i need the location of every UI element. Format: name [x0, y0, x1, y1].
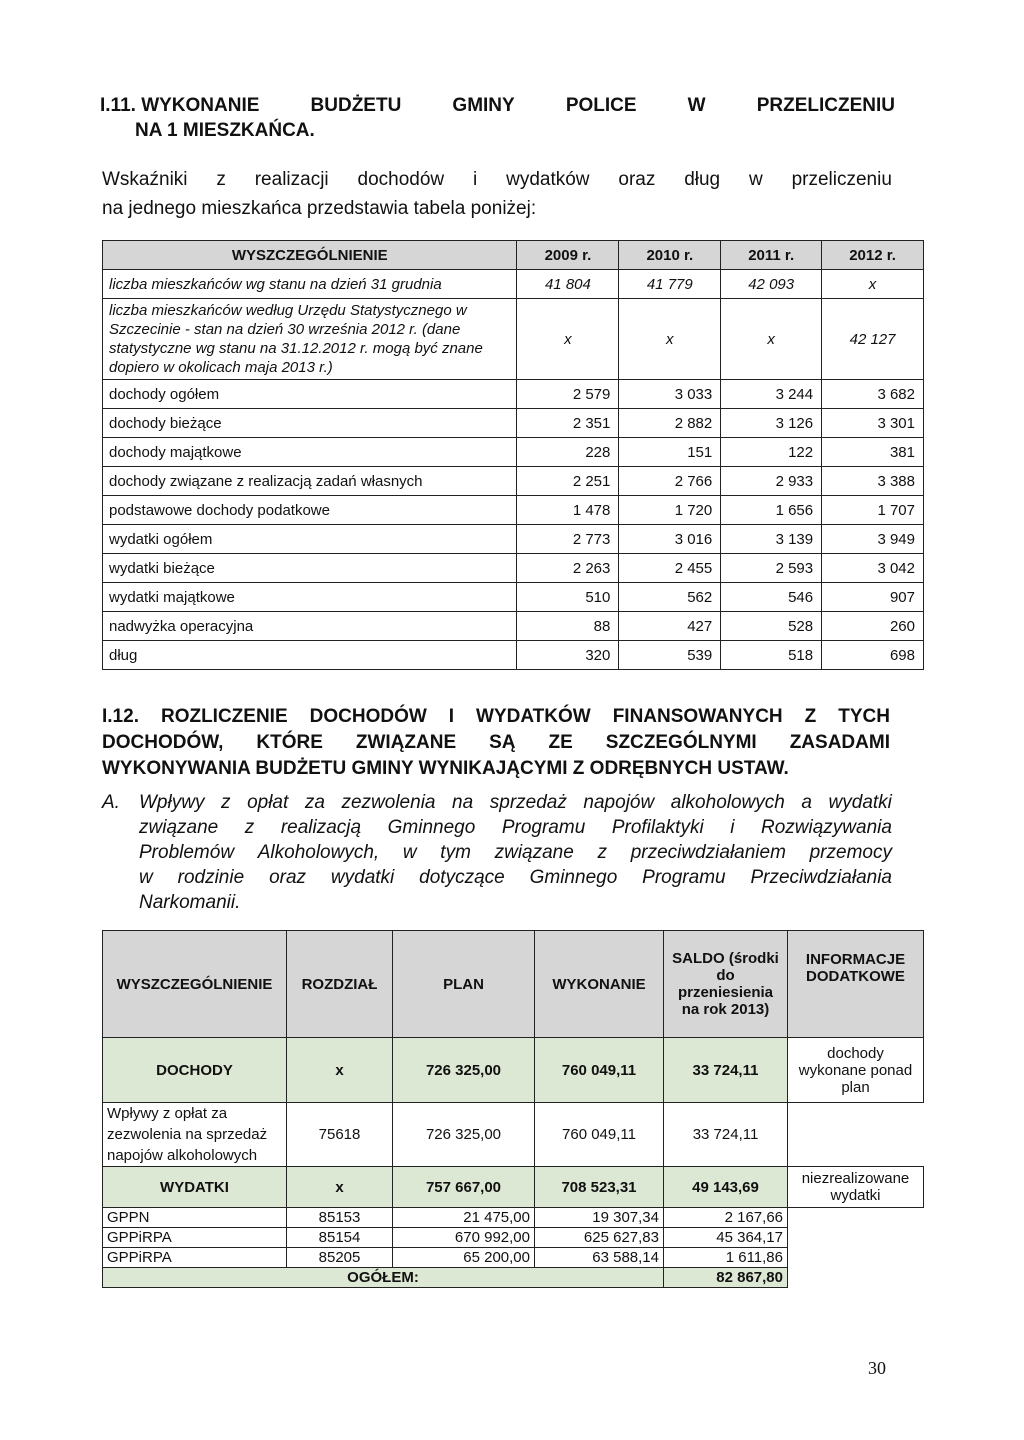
para-word: na [452, 792, 474, 813]
heading2-word: SĄ [489, 732, 516, 753]
cell-value: 1 720 [619, 496, 721, 525]
cell-wykonanie: 19 307,34 [535, 1208, 664, 1228]
cell-value: 3 016 [619, 525, 721, 554]
cell-value: 88 [517, 612, 619, 641]
dochody-row [103, 1038, 924, 1103]
cell-rozdzial: 85205 [287, 1248, 393, 1268]
row-label: WYDATKI [103, 1167, 287, 1208]
cell-rozdzial: x [287, 1038, 393, 1103]
para-word: i [730, 817, 735, 838]
para-word: tym [440, 842, 471, 863]
cell-plan: 65 200,00 [393, 1248, 535, 1268]
cell-value: 320 [517, 641, 619, 670]
column-header: 2012 r. [822, 241, 924, 270]
table-row [103, 380, 924, 409]
table-row [103, 467, 924, 496]
cell-wykonanie: 63 588,14 [535, 1248, 664, 1268]
para-word: z [244, 817, 255, 838]
cell-value: 3 033 [619, 380, 721, 409]
heading2-word: WYDATKÓW [476, 706, 591, 727]
table-row [103, 438, 924, 467]
row-label: liczba mieszkańców wg stanu na dzień 31 grudnia [103, 270, 517, 299]
total-row [103, 1268, 924, 1288]
heading-word: BUDŻETU [310, 95, 402, 116]
cell-value: 3 301 [822, 409, 924, 438]
cell-value: 907 [822, 583, 924, 612]
cell-plan: 670 992,00 [393, 1228, 535, 1248]
cell-value: 2 933 [721, 467, 822, 496]
para-word: Alkoholowych, [257, 842, 380, 863]
para-word: Przeciwdziałania [750, 867, 892, 888]
heading2-word: FINANSOWANYCH [612, 706, 783, 727]
paragraph-label: A. [102, 792, 120, 813]
para-word: Profilaktyki [611, 817, 704, 838]
para-word: napojów [583, 792, 655, 813]
table-row [103, 641, 924, 670]
para-word: związane [139, 817, 219, 838]
para-word: w [402, 842, 417, 863]
para-word: zezwolenia [341, 792, 436, 813]
cell-value: 510 [517, 583, 619, 612]
heading2-word: DOCHODÓW [309, 706, 427, 727]
cell-value: 41 804 [517, 270, 619, 299]
intro-word: z [216, 169, 226, 190]
total-saldo: 82 867,80 [664, 1268, 788, 1288]
cell-saldo: 45 364,17 [664, 1228, 788, 1248]
para-line [139, 865, 892, 890]
cell-saldo: 33 724,11 [664, 1103, 788, 1167]
cell-value: x [619, 299, 721, 380]
empty-cell [788, 1248, 924, 1268]
alcohol-settlement-table [102, 930, 924, 1288]
cell-value: 151 [619, 438, 721, 467]
row-label: GPPiRPA [103, 1248, 287, 1268]
cell-value: 2 251 [517, 467, 619, 496]
intro-word: w [748, 169, 763, 190]
row-label: dług [103, 641, 517, 670]
cell-value: 518 [721, 641, 822, 670]
cell-value: 2 773 [517, 525, 619, 554]
wydatki-row [103, 1167, 924, 1208]
heading2-word: ZE [548, 732, 573, 753]
cell-value: 1 656 [721, 496, 822, 525]
heading-word: PRZELICZENIU [756, 95, 895, 116]
heading-word: I.11. WYKONANIE [100, 95, 260, 116]
row-label: dochody bieżące [103, 409, 517, 438]
para-line [139, 815, 892, 840]
cell-value: 562 [619, 583, 721, 612]
intro-word: wydatków [506, 169, 590, 190]
row-label: dochody ogółem [103, 380, 517, 409]
cell-saldo: 1 611,86 [664, 1248, 788, 1268]
cell-value: 3 682 [822, 380, 924, 409]
intro-word: przeliczeniu [791, 169, 892, 190]
column-header: 2011 r. [721, 241, 822, 270]
cell-rozdzial: x [287, 1167, 393, 1208]
para-word: wydatki [330, 867, 395, 888]
table-row [103, 583, 924, 612]
para-word: Wpływy [139, 792, 205, 813]
para-word: sprzedaż [489, 792, 567, 813]
row-label: dochody związane z realizacją zadań własnych [103, 467, 517, 496]
item-row [103, 1248, 924, 1268]
cell-saldo: 33 724,11 [664, 1038, 788, 1103]
table-row [103, 525, 924, 554]
cell-wykonanie: 760 049,11 [535, 1038, 664, 1103]
cell-plan: 726 325,00 [393, 1038, 535, 1103]
heading-word: GMINY [452, 95, 515, 116]
intro-word: i [473, 169, 478, 190]
cell-value: 2 455 [619, 554, 721, 583]
cell-wykonanie: 625 627,83 [535, 1228, 664, 1248]
para-word: Problemów [139, 842, 235, 863]
cell-value: 3 139 [721, 525, 822, 554]
heading2-word: SZCZEGÓLNYMI [605, 732, 757, 753]
cell-wykonanie: 708 523,31 [535, 1167, 664, 1208]
row-label: wydatki majątkowe [103, 583, 517, 612]
cell-value: 41 779 [619, 270, 721, 299]
heading2-word: ZWIĄZANE [355, 732, 457, 753]
heading2-word: ZASADAMI [789, 732, 890, 753]
section-heading-1 [100, 93, 895, 143]
cell-value: 2 882 [619, 409, 721, 438]
row-label: dochody majątkowe [103, 438, 517, 467]
para-word: wydatki [828, 792, 892, 813]
cell-value: 2 263 [517, 554, 619, 583]
column-header: 2009 r. [517, 241, 619, 270]
column-header: WYSZCZEGÓLNIENIE [103, 931, 287, 1038]
cell-value: 3 042 [822, 554, 924, 583]
cell-value: 3 126 [721, 409, 822, 438]
para-line [139, 840, 892, 865]
para-word: oraz [269, 867, 307, 888]
page-number: 30 [868, 1358, 886, 1378]
para-word: rodzinie [177, 867, 245, 888]
cell-value: 2 579 [517, 380, 619, 409]
cell-value: 539 [619, 641, 721, 670]
table-row [103, 409, 924, 438]
info-cell: dochody wykonane ponad plan [788, 1038, 924, 1103]
intro-line-2: na jednego mieszkańca przedstawia tabela poniżej: [102, 198, 537, 219]
cell-value: 528 [721, 612, 822, 641]
para-line [139, 790, 892, 815]
table-row [103, 299, 924, 380]
column-header: SALDO (środki do przeniesienia na rok 2013) [664, 931, 788, 1038]
para-word: za [304, 792, 325, 813]
per-capita-table [102, 240, 924, 670]
row-label: Wpływy z opłat za zezwolenia na sprzedaż napojów alkoholowych [103, 1103, 287, 1167]
cell-saldo: 2 167,66 [664, 1208, 788, 1228]
column-header: WYKONANIE [535, 931, 664, 1038]
heading2-word: TYCH [838, 706, 890, 727]
cell-value: 381 [822, 438, 924, 467]
heading2-line-3: WYKONYWANIA BUDŻETU GMINY WYNIKAJĄCYMI Z ODRĘBNYCH USTAW. [102, 758, 789, 779]
para-word: a [801, 792, 812, 813]
cell-value: 2 593 [721, 554, 822, 583]
heading2-word: I.12. [102, 706, 139, 727]
row-label: liczba mieszkańców według Urzędu Statystycznego w Szczecinie - stan na dzień 30 września 2012 r. (dane statystyczne wg stanu na 31.12.2012 r. mogą być znane dopiero w okolicach maja 2013 r.) [103, 299, 517, 380]
row-label: podstawowe dochody podatkowe [103, 496, 517, 525]
cell-value: 427 [619, 612, 721, 641]
section-heading-2 [102, 704, 890, 782]
table-row [103, 270, 924, 299]
cell-wykonanie: 760 049,11 [535, 1103, 664, 1167]
wplywy-row [103, 1103, 924, 1167]
cell-value: 42 093 [721, 270, 822, 299]
intro-word: dług [684, 169, 721, 190]
row-label: GPPN [103, 1208, 287, 1228]
header-row [103, 931, 924, 1038]
empty-cell [788, 1208, 924, 1228]
column-header: PLAN [393, 931, 535, 1038]
empty-cell [788, 1103, 924, 1167]
intro-paragraph [102, 165, 892, 223]
heading2-word: ROZLICZENIE [160, 706, 288, 727]
cell-value: 546 [721, 583, 822, 612]
row-label: wydatki ogółem [103, 525, 517, 554]
cell-value: 2 766 [619, 467, 721, 496]
para-word: z [597, 842, 607, 863]
intro-word: realizacji [254, 169, 329, 190]
row-label: DOCHODY [103, 1038, 287, 1103]
para-word: z [221, 792, 231, 813]
para-word: Programu [501, 817, 586, 838]
intro-word: dochodów [357, 169, 445, 190]
cell-value: 3 244 [721, 380, 822, 409]
cell-plan: 726 325,00 [393, 1103, 535, 1167]
item-row [103, 1228, 924, 1248]
row-label: GPPiRPA [103, 1228, 287, 1248]
para-word: alkoholowych [670, 792, 785, 813]
cell-value: 122 [721, 438, 822, 467]
empty-cell [788, 1228, 924, 1248]
cell-value: 3 388 [822, 467, 924, 496]
para-word: Programu [642, 867, 726, 888]
total-label: OGÓŁEM: [103, 1268, 664, 1288]
table-row [103, 554, 924, 583]
cell-rozdzial: 85154 [287, 1228, 393, 1248]
heading-word: POLICE [565, 95, 637, 116]
cell-plan: 21 475,00 [393, 1208, 535, 1228]
item-row [103, 1208, 924, 1228]
heading-line-2: NA 1 MIESZKAŃCA. [135, 120, 315, 141]
section-a-paragraph [102, 790, 892, 915]
empty-cell [788, 1268, 924, 1288]
cell-value: 42 127 [822, 299, 924, 380]
cell-value: x [517, 299, 619, 380]
info-cell: niezrealizowane wydatki [788, 1167, 924, 1208]
para-word: Gminnego [387, 817, 476, 838]
para-line-last: Narkomanii. [139, 892, 241, 913]
heading2-word: I [448, 706, 455, 727]
cell-value: 260 [822, 612, 924, 641]
para-word: Rozwiązywania [761, 817, 892, 838]
cell-value: 228 [517, 438, 619, 467]
cell-value: 1 707 [822, 496, 924, 525]
heading-word: W [687, 95, 706, 116]
para-word: Gminnego [529, 867, 618, 888]
heading2-word: DOCHODÓW, [102, 732, 224, 753]
intro-word: oraz [618, 169, 656, 190]
cell-rozdzial: 75618 [287, 1103, 393, 1167]
cell-plan: 757 667,00 [393, 1167, 535, 1208]
column-header: WYSZCZEGÓLNIENIE [103, 241, 517, 270]
para-word: w [139, 867, 153, 888]
para-word: związane [494, 842, 574, 863]
cell-value: 698 [822, 641, 924, 670]
para-word: przeciwdziałaniem [630, 842, 786, 863]
row-label: wydatki bieżące [103, 554, 517, 583]
cell-value: 1 478 [517, 496, 619, 525]
para-word: dotyczące [419, 867, 505, 888]
para-word: opłat [247, 792, 289, 813]
heading2-word: KTÓRE [256, 732, 323, 753]
cell-value: 2 351 [517, 409, 619, 438]
cell-rozdzial: 85153 [287, 1208, 393, 1228]
table-row [103, 612, 924, 641]
heading2-word: Z [804, 706, 817, 727]
table-row [103, 496, 924, 525]
cell-value: x [822, 270, 924, 299]
intro-word: Wskaźniki [102, 169, 188, 190]
cell-value: x [721, 299, 822, 380]
cell-value: 3 949 [822, 525, 924, 554]
cell-saldo: 49 143,69 [664, 1167, 788, 1208]
row-label: nadwyżka operacyjna [103, 612, 517, 641]
para-word: realizacją [280, 817, 362, 838]
para-word: przemocy [809, 842, 892, 863]
column-header: INFORMACJE DODATKOWE [788, 931, 924, 1038]
column-header: ROZDZIAŁ [287, 931, 393, 1038]
column-header: 2010 r. [619, 241, 721, 270]
